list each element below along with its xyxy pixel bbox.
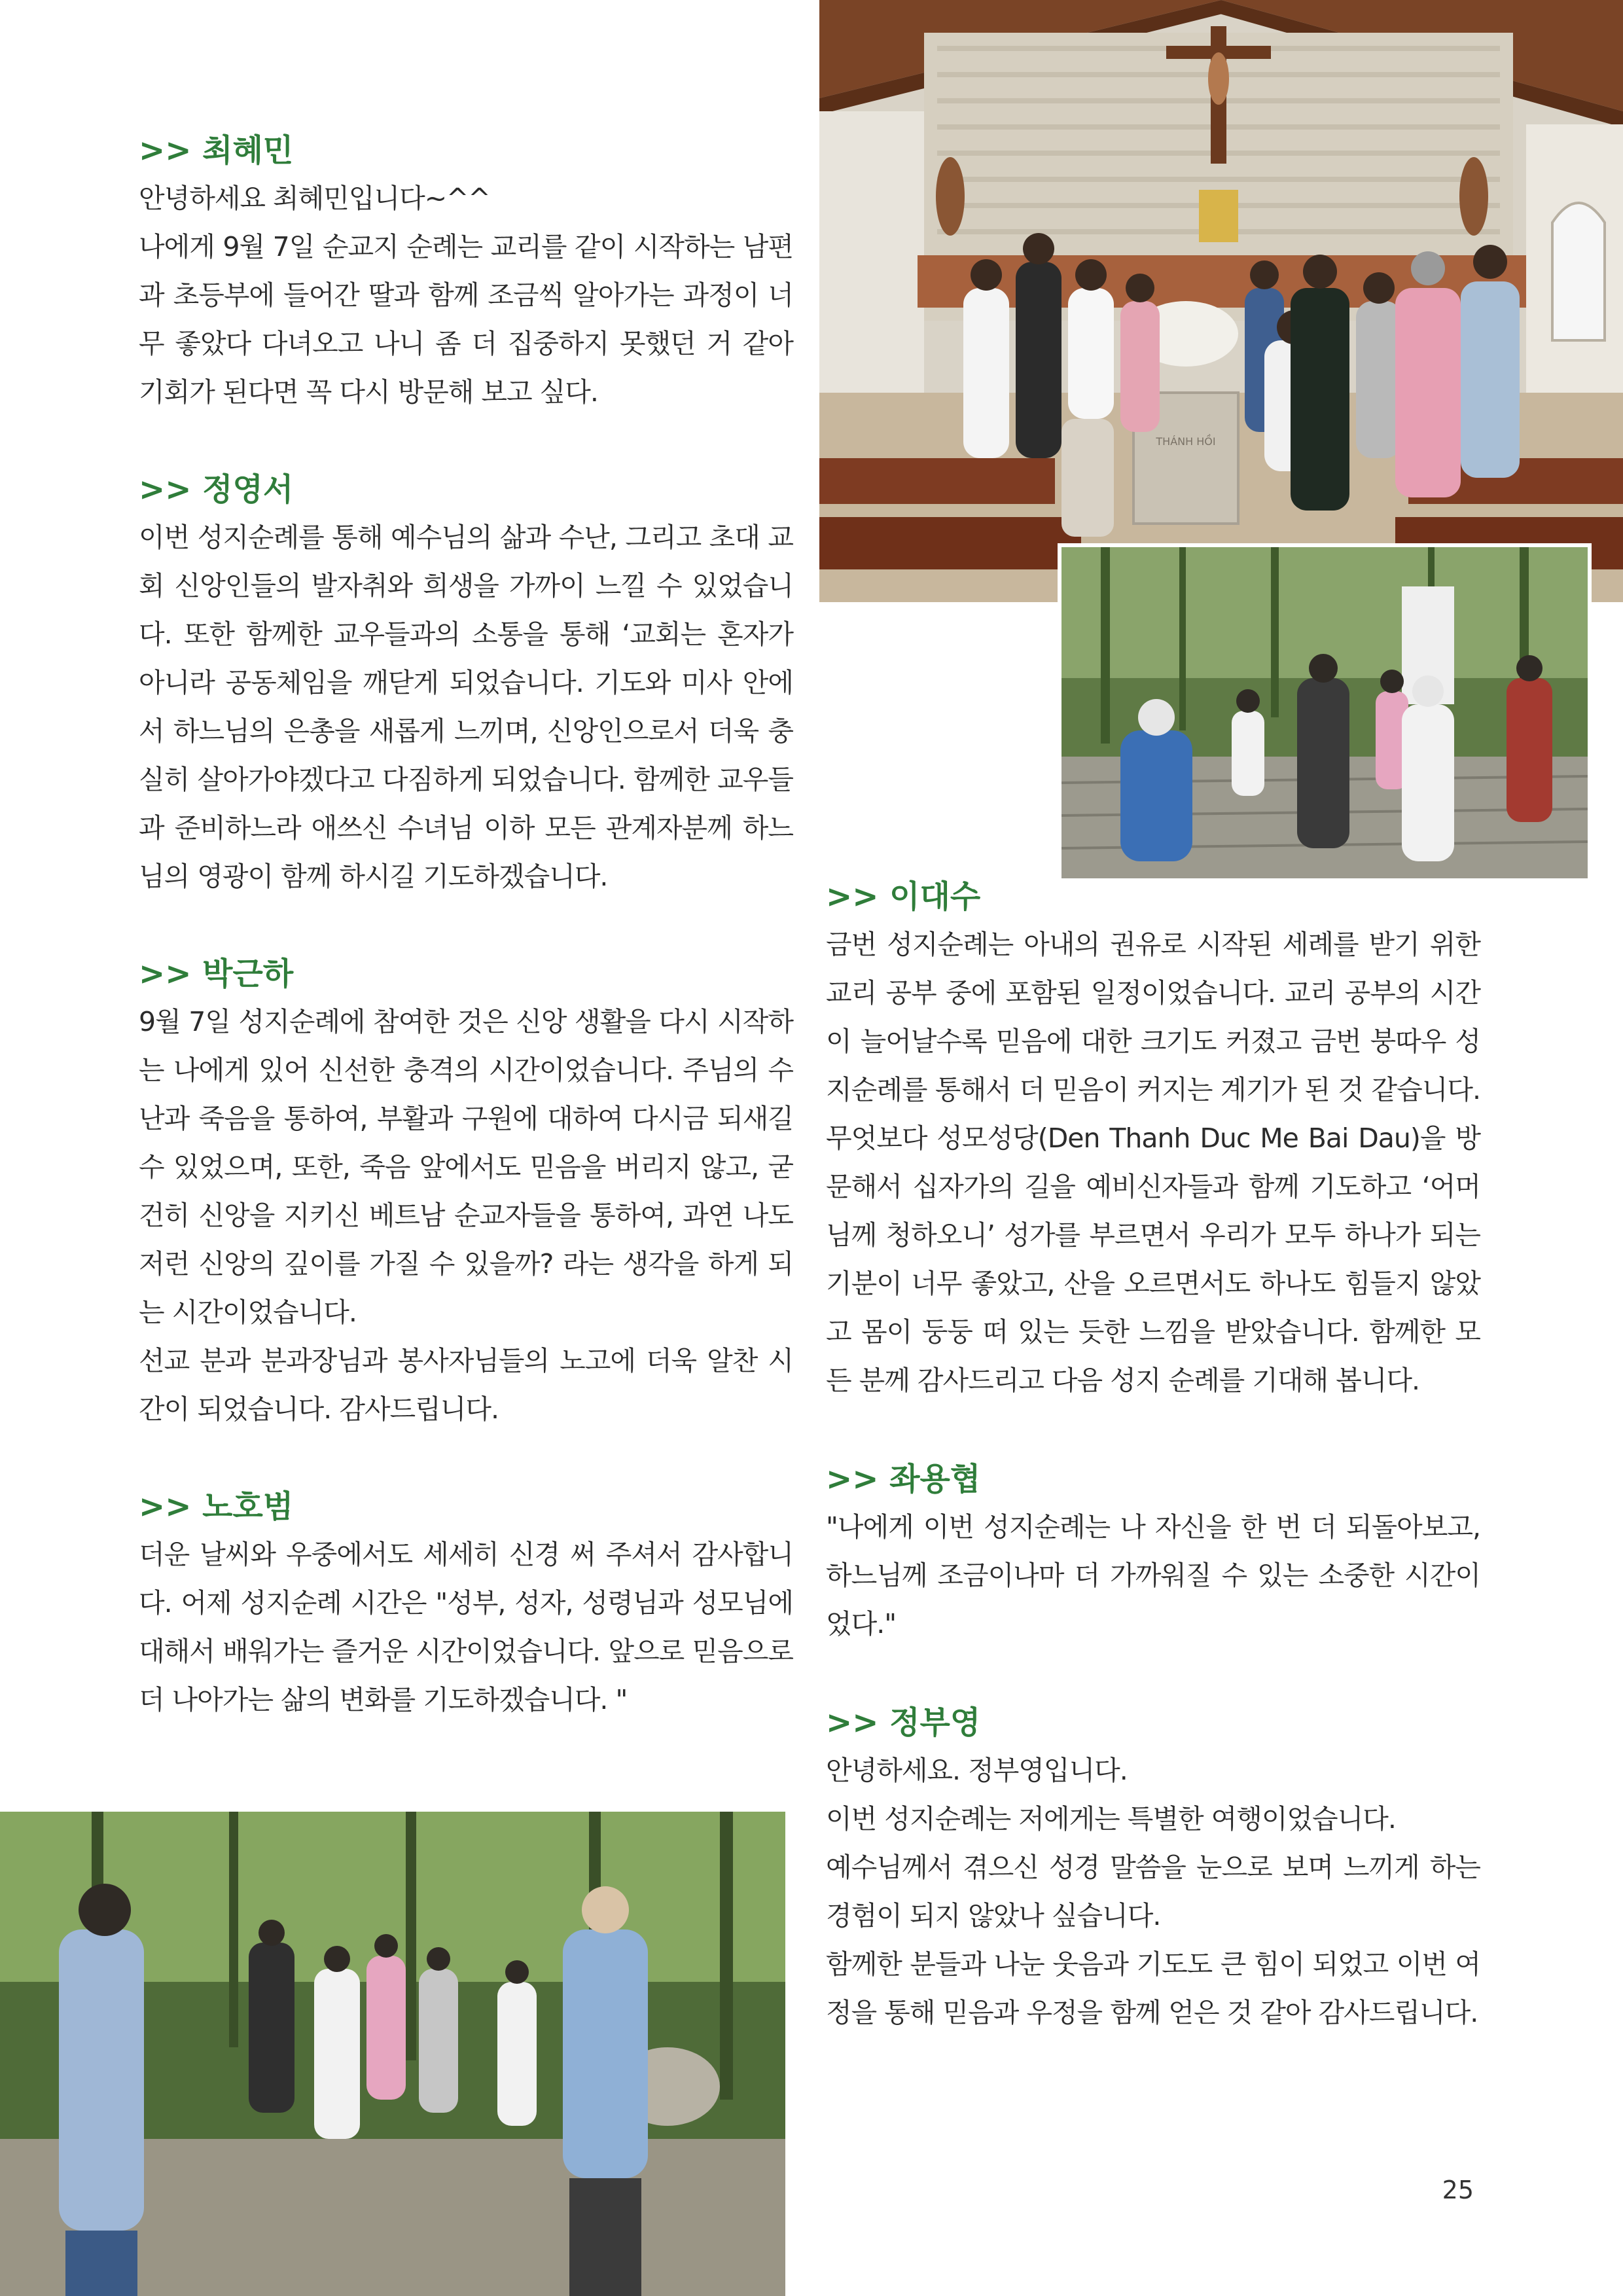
- paragraph: 금번 성지순례는 아내의 권유로 시작된 세례를 받기 위한 교리 공부 중에 포함된 일정이었습니다. 교리 공부의 시간이 늘어날수록 믿음에 대한 크기도 커졌고 금번 붕따우 성지순례를 통해서 더 믿음이 커지는 계기가 된 것 같습니다. 무엇보다 성모성당(Den Thanh Duc Me Bai Dau)을 방문해서 십자가의 길을 예비신자들과 함께 기도하고 ‘어머님께 청하오니’ 성가를 부르면서 우리가 모두 하나가 되는 기분이 너무 좋았고, 산을 오르면서도 하나도 힘들지 않았고 몸이 둥둥 떠 있는 듯한 느낌을 받았습니다. 함께한 모든 분께 감사드리고 다음 성지 순례를 기대해 봅니다.: [826, 929, 1480, 1396]
- paragraph: 함께한 분들과 나눈 웃음과 기도도 큰 힘이 되었고 이번 여정을 통해 믿음과 우정을 함께 얻은 것 같아 감사드립니다.: [826, 1948, 1480, 2028]
- section-heading: >> 좌용협: [826, 1461, 981, 1498]
- testimony-lee-daesu: [826, 877, 1480, 1405]
- section-heading: >> 최혜민: [139, 132, 294, 169]
- testimony-choi-hyemin: [139, 131, 793, 416]
- section-heading: >> 정영서: [139, 471, 294, 508]
- paragraph: 안녕하세요. 정부영입니다.: [826, 1755, 1128, 1786]
- page-number: 25: [1442, 2176, 1474, 2204]
- pilgrims-path-photo: [1058, 543, 1592, 882]
- paragraph: 이번 성지순례는 저에게는 특별한 여행이었습니다.: [826, 1803, 1396, 1835]
- testimony-jung-youngseo: [139, 470, 793, 901]
- testimony-park-geunha: [139, 954, 793, 1433]
- paragraph: 9월 7일 성지순례에 참여한 것은 신앙 생활을 다시 시작하는 나에게 있어 신선한 충격의 시간이었습니다. 주님의 수난과 죽음을 통하여, 부활과 구원에 대하여 다시금 되새길 수 있었으며, 또한, 죽음 앞에서도 믿음을 버리지 않고, 굳건히 신앙을 지키신 베트남 순교자들을 통하여, 과연 나도 저런 신앙의 깊이를 가질 수 있을까? 라는 생각을 하게 되는 시간이었습니다.: [139, 1006, 793, 1328]
- testimony-no-hobeom: [139, 1487, 793, 1724]
- testimony-jung-buyoung: [826, 1703, 1480, 2037]
- paragraph: 더운 날씨와 우중에서도 세세히 신경 써 주셔서 감사합니다. 어제 성지순례 시간은 "성부, 성자, 성령님과 성모님에 대해서 배워가는 즐거운 시간이었습니다. 앞으로 믿음으로 더 나아가는 삶의 변화를 기도하겠습니다. ": [139, 1539, 793, 1715]
- tomb-inscription: THÁNH HỒI: [1156, 435, 1216, 448]
- section-heading: >> 노호범: [139, 1488, 294, 1525]
- church-group-photo: [819, 0, 1623, 602]
- paragraph: 나에게 9월 7일 순교지 순례는 교리를 같이 시작하는 남편과 초등부에 들어간 딸과 함께 조금씩 알아가는 과정이 너무 좋았다 다녀오고 나니 좀 더 집중하지 못했던 거 같아 기회가 된다면 꼭 다시 방문해 보고 싶다.: [139, 231, 793, 408]
- left-column: [139, 131, 793, 1724]
- section-heading: >> 박근하: [139, 956, 294, 992]
- paragraph: 예수님께서 겪으신 성경 말씀을 눈으로 보며 느끼게 하는 경험이 되지 않았나 싶습니다.: [826, 1852, 1480, 1931]
- pilgrims-forest-photo: [0, 1812, 785, 2296]
- paragraph: 안녕하세요 최혜민입니다~^^: [139, 183, 490, 214]
- section-heading: >> 정부영: [826, 1704, 981, 1741]
- paragraph: 선교 분과 분과장님과 봉사자님들의 노고에 더욱 알찬 시간이 되었습니다. 감사드립니다.: [139, 1345, 793, 1425]
- testimony-jwa-yonghyeop: [826, 1460, 1480, 1648]
- paragraph: "나에게 이번 성지순례는 나 자신을 한 번 더 되돌아보고, 하느님께 조금이나마 더 가까워질 수 있는 소중한 시간이었다.": [826, 1511, 1480, 1640]
- paragraph: 이번 성지순례를 통해 예수님의 삶과 수난, 그리고 초대 교회 신앙인들의 발자취와 희생을 가까이 느낄 수 있었습니다. 또한 함께한 교우들과의 소통을 통해 ‘교회는 혼자가 아니라 공동체임을 깨닫게 되었습니다. 기도와 미사 안에서 하느님의 은총을 새롭게 느끼며, 신앙인으로서 더욱 충실히 살아가야겠다고 다짐하게 되었습니다. 함께한 교우들과 준비하느라 애쓰신 수녀님 이하 모든 관계자분께 하느님의 영광이 함께 하시길 기도하겠습니다.: [139, 522, 793, 892]
- section-heading: >> 이대수: [826, 878, 981, 915]
- right-column: [826, 877, 1480, 2037]
